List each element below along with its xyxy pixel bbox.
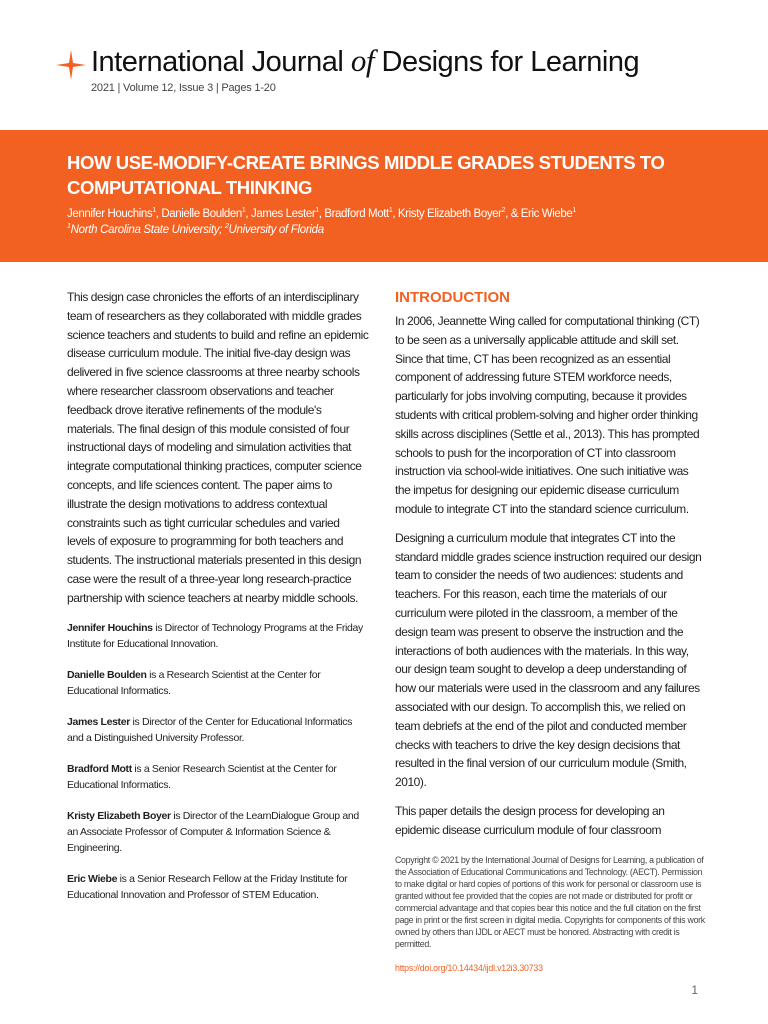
author-name: Kristy Elizabeth Boyer: [397, 208, 502, 220]
author-name: Danielle Boulden: [161, 208, 242, 220]
copyright-notice: Copyright © 2021 by the International Journal of Designs for Learning, a publication of the Association of Educational Communications and Technology. (AECT). Permission to make digital or hard copies of portions of this work for personal or classroom use is granted without fee provided that the copies are not made or distributed for profit or commercial advantage and that copies bear this notice and the full citation on the first page in print or the first screen in digital media. Copyrights for components of this work owned by others than IJDL or AECT must be honored. Abstracting with credit is permitted.: [395, 854, 705, 950]
bio-text: is a Senior Research Fellow at the Friday Institute for Educational Innovation and Professor of STEM Education.: [67, 872, 348, 901]
bio-text: is Director of the Center for Educational Informatics and a Distinguished University Professor.: [67, 715, 353, 744]
author-list: [67, 206, 728, 222]
journal-title: [91, 44, 768, 79]
author-affil-sup: 1: [388, 207, 393, 215]
affil-1: North Carolina State University;: [70, 224, 225, 236]
author-affil-sup: 1: [241, 207, 246, 215]
author-bio: [67, 761, 370, 793]
body-columns: [0, 262, 768, 974]
bio-name: James Lester: [67, 715, 130, 728]
intro-paragraph: Designing a curriculum module that integrates CT into the standard middle grades science instruction required our design team to consider the needs of two audiences: students and teachers. For this reason, each time the materials of our curriculum were piloted in the classroom, a member of the design team was present to observe the instruction and the interactions of both audiences with the materials. In this way, our design team sought to develop a deep understanding of how our materials were used in the classroom and any failures associated with our design. To accomplish this, we relied on team debriefs at the end of the pilot and conducted member checks with teachers to drive the key design decisions that resulted in the final version of our curriculum module (Smith, 2010).: [395, 530, 702, 790]
affiliations: [67, 222, 728, 238]
author-affil-sup: 1: [572, 207, 576, 215]
intro-paragraph: In 2006, Jeannette Wing called for computational thinking (CT) to be seen as a universally applicable attitude and skill set. Since that time, CT has been recognized as an essential component of addressing future STEM workforce needs, particularly for jobs involving computing, because it provides students with critical problem-solving and higher order thinking skills across disciplines (Settle et al., 2013). This has prompted schools to push for the incorporation of CT into classroom instruction via school-wide initiatives. One such initiative was the impetus for designing our epidemic disease curriculum module to integrate CT into the standard science curriculum.: [395, 314, 700, 516]
author-separator: ,: [155, 208, 162, 220]
author-affil-sup: 2: [501, 207, 506, 215]
affil-sup: 1: [67, 223, 71, 231]
abstract: This design case chronicles the efforts of an interdisciplinary team of researchers as they collaborated with middle grades science teachers and students to build and refine an epidemic disease curriculum module. The initial five-day design was delivered in five science classrooms at three nearby schools where researcher classroom observations and teacher feedback drove iterative refinements of the module's materials. The final design of this module consisted of four instructional days of modeling and simulation activities that integrate computational thinking practices, computer science concepts, and life sciences content. The paper aims to illustrate the design motivations to address contextual constraints such as tight curricular schedules and varied levels of exposure to programming for both teachers and students. The instructional materials presented in this design case were the result of a three-year long research-practice partnership with science teachers at nearby middle schools.: [67, 290, 369, 605]
journal-title-suffix: Designs for Learning: [373, 46, 640, 78]
author-separator: ,: [318, 208, 325, 220]
author-affil-sup: 1: [315, 207, 319, 215]
author-bio: [67, 667, 370, 699]
affil-sup: 2: [224, 223, 229, 231]
author-name: Jennifer Houchins: [67, 208, 153, 220]
journal-header: [0, 0, 768, 130]
author-name: James Lester: [251, 208, 316, 220]
author-bio: [67, 714, 370, 746]
title-banner: [0, 130, 768, 262]
author-bios: [67, 620, 370, 903]
author-separator: ,: [245, 208, 252, 220]
star-burst-icon: [54, 48, 88, 82]
author-separator: , &: [505, 208, 521, 220]
author-name: Eric Wiebe: [520, 208, 573, 220]
bio-text: is Director of the LearnDialogue Group and an Associate Professor of Computer & Information Science & Engineering.: [67, 809, 359, 854]
author-bio: [67, 808, 370, 856]
author-affil-sup: 1: [152, 207, 156, 215]
doi-link[interactable]: https://doi.org/10.14434/ijdl.v12i3.30733: [395, 963, 543, 974]
bio-name: Jennifer Houchins: [67, 621, 153, 634]
intro-paragraph: This paper details the design process for developing an epidemic disease curriculum module of four classroom: [395, 803, 665, 837]
bio-name: Kristy Elizabeth Boyer: [67, 809, 171, 822]
introduction-heading: INTRODUCTION: [395, 289, 510, 306]
bio-text: is a Research Scientist at the Center for Educational Informatics.: [67, 668, 321, 697]
bio-name: Bradford Mott: [67, 762, 132, 775]
issue-line: 2021 | Volume 12, Issue 3 | Pages 1-20: [91, 82, 276, 94]
paper-title: HOW USE-MODIFY-CREATE BRINGS MIDDLE GRADES STUDENTS TO COMPUTATIONAL THINKING: [67, 152, 665, 198]
bio-name: Danielle Boulden: [67, 668, 147, 681]
journal-title-of: of: [350, 43, 374, 78]
author-bio: [67, 620, 370, 652]
affil-2: University of Florida: [228, 224, 324, 236]
journal-title-prefix: International Journal: [91, 46, 351, 78]
introduction-body: [395, 312, 705, 840]
right-column: [395, 288, 705, 974]
bio-name: Eric Wiebe: [67, 872, 118, 885]
author-bio: [67, 871, 370, 903]
left-column: [67, 288, 370, 918]
author-name: Bradford Mott: [324, 208, 389, 220]
bio-text: is a Senior Research Scientist at the Center for Educational Informatics.: [67, 762, 337, 791]
page-number: 1: [691, 983, 698, 998]
author-separator: ,: [392, 208, 398, 220]
bio-text: is Director of Technology Programs at the Friday Institute for Educational Innovation.: [67, 621, 363, 650]
